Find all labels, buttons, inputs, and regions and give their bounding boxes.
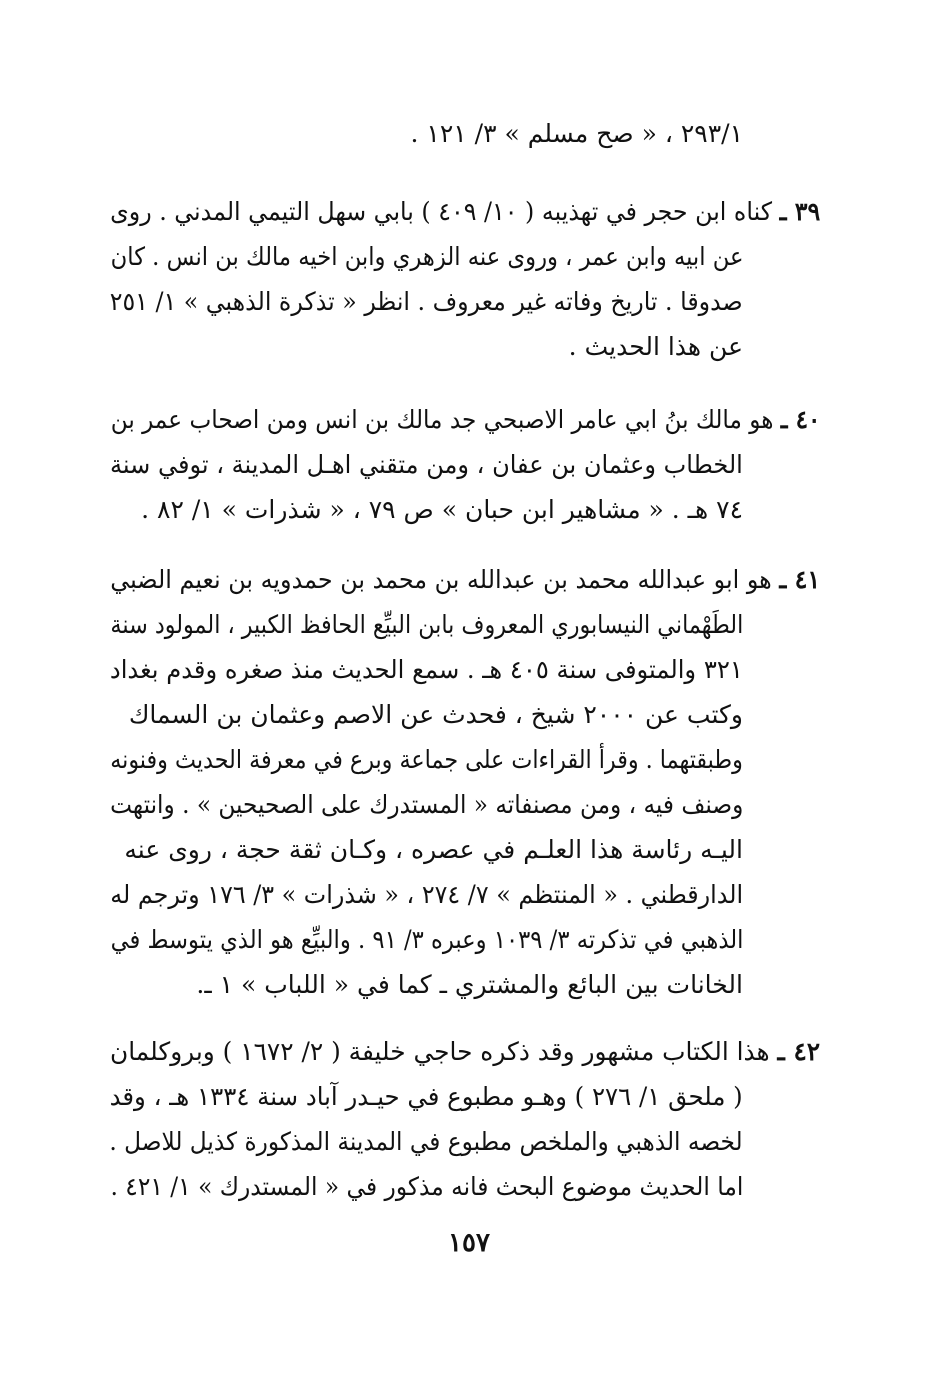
note-41-line-2: الطَهْماني النيسابوري المعروف بابن البيِّع الحافظ الكبير ، المولود سنة <box>110 610 743 639</box>
note-40-number: ٤٠ ـ <box>780 405 820 434</box>
note-42-number: ٤٢ ـ <box>777 1037 820 1066</box>
note-41-line-4: وكتب عن ٢٠٠٠ شيخ ، فحدث عن الاصم وعثمان بن السماك <box>128 700 743 729</box>
page-number: ١٥٧ <box>448 1228 490 1258</box>
note-42-line-1 <box>110 1030 820 1074</box>
note-40-line-3: ٧٤ هـ . « مشاهير ابن حبان » ص ٧٩ ، « شذرات » ١/ ٨٢ . <box>141 495 743 524</box>
note-continuation-line: ٢٩٣/١ ، « صح مسلم » ٣/ ١٢١ . <box>410 119 743 148</box>
note-41-line-8: الدارقطني . « المنتظم » ٧/ ٢٧٤ ، « شذرات » ٣/ ١٧٦ وترجم له <box>110 880 743 909</box>
note-39-text: كناه ابن حجر في تهذيبه ( ١٠/ ٤٠٩ ) بابي سهل التيمي المدني . روى <box>109 197 772 226</box>
note-41-line-6: وصنف فيه ، ومن مصنفاته « المستدرك على الصحيحين » . وانتهت <box>109 790 743 819</box>
note-41-line-3: ٣٢١ والمتوفى سنة ٤٠٥ هـ . سمع الحديث منذ صغره وقدم بغداد <box>110 655 743 684</box>
note-41-line-10: الخانات بين البائع والمشتري ـ كما في « اللباب » ١ ـ. <box>196 970 743 999</box>
note-41-line-1 <box>110 558 820 602</box>
note-41-text: هو ابو عبدالله محمد بن عبدالله بن محمد بن حمدويه بن نعيم الضبي <box>110 565 772 594</box>
note-39-line-1 <box>110 190 820 234</box>
note-39-line-3: صدوقا . تاريخ وفاته غير معروف . انظر « تذكرة الذهبي » ١/ ٢٥١ <box>110 287 743 316</box>
note-42-line-2: ( ملحق ١/ ٢٧٦ ) وهـو مطبوع في حيـدر آباد سنة ١٣٣٤ هـ ، وقد <box>109 1082 743 1111</box>
note-41-line-5: وطبقتهما . وقرأ القراءات على جماعة وبرع في معرفة الحديث وفنونه <box>110 745 743 774</box>
note-42-line-4: اما الحديث موضوع البحث فانه مذكور في « المستدرك » ١/ ٤٢١ . <box>110 1172 744 1201</box>
note-41-number: ٤١ ـ <box>779 565 820 594</box>
note-39-number: ٣٩ ـ <box>779 197 820 226</box>
note-42-text: هذا الكتاب مشهور وقد ذكره حاجي خليفة ( ٢/ ١٦٧٢ ) وبروكلمان <box>109 1037 770 1066</box>
note-40-line-2: الخطاب وعثمان بن عفان ، ومن متقني اهـل المدينة ، توفي سنة <box>110 450 743 479</box>
note-40-line-1 <box>110 398 820 442</box>
note-41-line-7: اليـه رئاسة هذا العلـم في عصره ، وكـان ثقة حجة ، روى عنه <box>124 835 743 864</box>
note-42-line-3: لخصه الذهبي والملخص مطبوع في المدينة المذكورة كذيل للاصل . <box>109 1127 743 1156</box>
note-40-text: هو مالك بنُ ابي عامر الاصبحي جد مالك بن انس ومن اصحاب عمر بن <box>110 405 773 434</box>
note-39-line-4: عن هذا الحديث . <box>568 332 743 361</box>
note-39-line-2: عن ابيه وابن عمر ، وروى عنه الزهري وابن اخيه مالك بن انس . كان <box>110 242 743 271</box>
note-41-line-9: الذهبي في تذكرته ٣/ ١٠٣٩ وعبره ٣/ ٩١ . والبيِّع هو الذي يتوسط في <box>110 925 743 954</box>
